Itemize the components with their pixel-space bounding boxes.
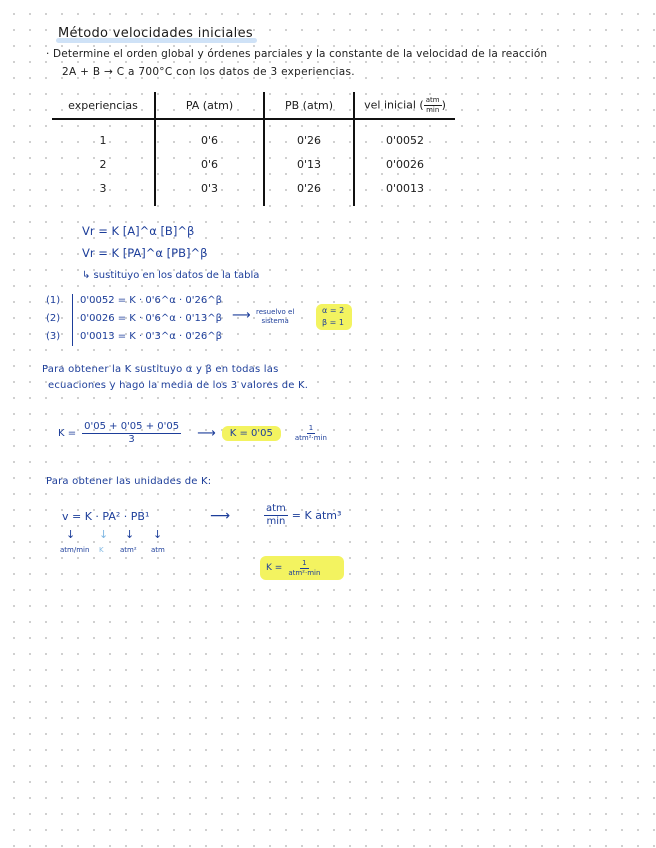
table-cell: 0'3 [155, 176, 264, 206]
k-calc-arrow: ⟶ [197, 426, 216, 441]
table-header: experiencias [52, 92, 155, 119]
system-brace [72, 294, 73, 346]
solve-note-line: resuelvo el [256, 308, 295, 316]
k-units-final-highlight [260, 556, 344, 580]
table-cell: 0'13 [264, 152, 354, 176]
units-rhs-text: = K atm³ [291, 509, 342, 522]
rate-law-note: ↳ sustituyo en los datos de la tabla [82, 270, 260, 281]
k-units-final-den: atm²·min [288, 568, 321, 577]
k-note-line-1: Para obtener la K sustituyo α y β en todas las [42, 364, 279, 375]
table-header: vel inicial [364, 98, 416, 111]
down-arrow-icon: ↓ [125, 528, 135, 541]
units-arrow: ⟶ [210, 508, 231, 524]
k-unit-den: atm²·min [294, 434, 327, 442]
table-cell: 3 [99, 181, 107, 195]
down-arrow-icon: ↓ [99, 528, 109, 541]
k-result-highlight: K = 0'05 [222, 426, 281, 441]
table-cell: 1 [99, 133, 107, 147]
solve-note-line: sistema [261, 317, 289, 325]
unit-below-label: atm/min [60, 546, 90, 554]
table-header-vel: vel inicial ( $\frac{\text{atm}}{\min}$ ) [354, 92, 455, 119]
unit-num: atm [425, 95, 440, 104]
rate-law-line-1: Vr = K [A]^α [B]^β [82, 224, 195, 238]
table-row [52, 176, 455, 206]
unit-below-label: K [99, 546, 104, 554]
unit-fraction [424, 97, 442, 114]
table-cell: 0'0052 [354, 119, 455, 152]
down-arrow-icon: ↓ [66, 528, 76, 541]
k-units-final-fraction [286, 560, 322, 577]
table-cell: 0'0013 [354, 176, 455, 206]
k-calc-numerator: 0'05 + 0'05 + 0'05 [84, 421, 180, 432]
result-beta: β = 1 [322, 318, 344, 327]
k-units-final-num: 1 [302, 558, 307, 567]
table-row [52, 152, 455, 176]
k-note-line-2: ecuaciones y hago la media de los 3 valores de K. [48, 380, 309, 391]
table-header-row [52, 92, 455, 119]
unit-below-label: atm [151, 546, 165, 554]
units-lhs-den: min [266, 516, 286, 527]
units-lhs-num: atm [266, 503, 286, 514]
solve-note [256, 308, 294, 326]
table-header: PA (atm) [155, 92, 264, 119]
page-title [58, 26, 253, 41]
problem-statement-reaction: 2A + B → C a 700°C con los datos de 3 experiencias. [62, 66, 355, 78]
system-equation: 0'0013 = K · 0'3^α · 0'26^β [80, 331, 222, 342]
table-header: PB (atm) [264, 92, 354, 119]
table-row [52, 119, 455, 152]
down-arrow-icon: ↓ [153, 528, 163, 541]
problem-statement: · Determine el orden global y órdenes parciales y la constante de la velocidad de la reacción [46, 48, 548, 60]
system-label: (3) [46, 331, 61, 342]
units-note: Para obtener las unidades de K: [46, 476, 212, 487]
k-calc-denominator: 3 [128, 434, 135, 445]
result-alpha: α = 2 [322, 306, 345, 315]
table-cell: 0'26 [264, 119, 354, 152]
k-calc-fraction [82, 422, 181, 445]
system-equation: 0'0052 = K · 0'6^α · 0'26^β [80, 295, 222, 306]
k-calc-prefix: K = [58, 428, 77, 439]
rate-law-line-2: Vr = K [PA]^α [PB]^β [82, 246, 208, 260]
system-arrow: ⟶ [232, 308, 251, 323]
page-title-text: Método velocidades iniciales [58, 26, 253, 41]
unit-den: min [426, 105, 440, 114]
table-cell: 0'0026 [354, 152, 455, 176]
unit-below-label: atm² [120, 546, 137, 554]
k-calc [58, 422, 329, 445]
k-unit-num: 1 [308, 424, 314, 432]
k-units-final-prefix: K = [266, 563, 283, 573]
experiments-table [52, 92, 455, 206]
system-equation: 0'0026 = K · 0'6^α · 0'13^β [80, 313, 222, 324]
units-lhs-fraction [264, 504, 288, 527]
system-label: (2) [46, 313, 61, 324]
units-rhs [264, 504, 341, 527]
k-unit-fraction [293, 425, 329, 442]
system-label: (1) [46, 295, 61, 306]
table-cell: 0'26 [264, 176, 354, 206]
table-cell: 0'6 [155, 119, 264, 152]
table-cell: 0'6 [155, 152, 264, 176]
table-cell: 2 [99, 157, 107, 171]
system-result-highlight [316, 304, 352, 330]
units-equation: v = K · PA² · PB¹ [62, 510, 150, 523]
